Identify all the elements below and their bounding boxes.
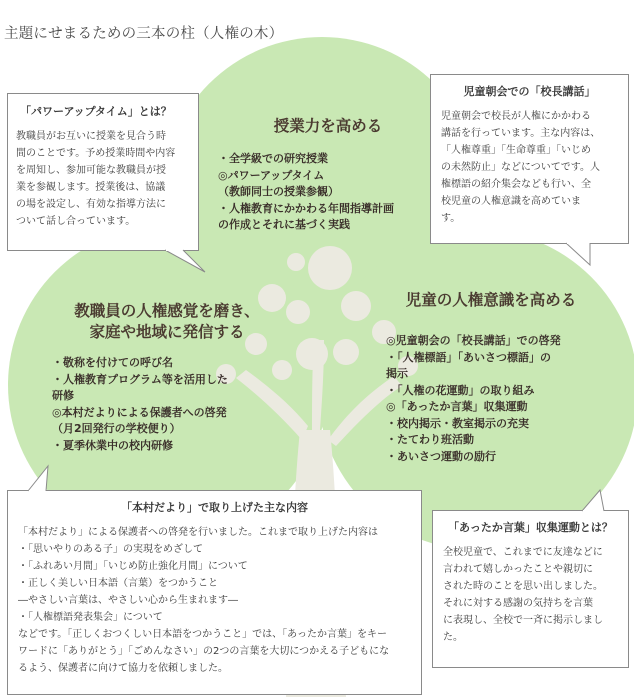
callout-title: 児童朝会での「校長講話」 bbox=[463, 85, 596, 98]
heading-line: 教職員の人権感覚を磨き、 bbox=[74, 302, 260, 320]
pillar-lesson-skill bbox=[218, 116, 438, 234]
pillar-item: ・「人権の花運動」の取り組み bbox=[386, 383, 535, 397]
callout-line: ・「思いやりのある子」の実現をめざして bbox=[18, 544, 203, 555]
callout-title: 「あったか言葉」収集運動とは？ bbox=[448, 521, 613, 534]
pillar-item: ◎児童朝会の「校長講話」での啓発 bbox=[386, 334, 561, 347]
callout-line: 業を参観します。授業後は、協議 bbox=[16, 182, 166, 193]
callout-line: るよう、保護者に向けて協力を依頼しました。 bbox=[18, 663, 228, 674]
callout-line: ・「ふれあい月間」「いじめ防止強化月間」について bbox=[18, 561, 248, 572]
callout-line: ―やさしい言葉は、やさしい心から生まれます― bbox=[18, 595, 238, 606]
callout-line: ワードに「ありがとう」「ごめんなさい」の2つの言葉を大切につかえる子どもにな bbox=[18, 646, 390, 657]
pillar-item: ・人権教育プログラム等を活用した bbox=[52, 372, 228, 386]
pillar-item: の作成とそれに基づく実践 bbox=[218, 218, 350, 231]
pillar-staff-awareness-heading bbox=[52, 301, 282, 343]
pillar-item: （月2回発行の学校便り） bbox=[52, 422, 181, 435]
pillar-item: （教師同士の授業参観） bbox=[218, 185, 339, 198]
pillar-item: 掲示 bbox=[386, 367, 408, 380]
pillar-item: ・全学級での研究授業 bbox=[218, 152, 328, 165]
callout-line: ・正しく美しい日本語（言葉）をつかうこと bbox=[18, 578, 218, 589]
callout-line: 校児童の人権意識を高めていま bbox=[441, 196, 581, 207]
callout-principal-talk bbox=[430, 74, 629, 244]
pillar-student-awareness bbox=[386, 290, 596, 465]
callout-line: 「本村だより」による保護者への啓発を行いました。これまで取り上げた内容は bbox=[18, 527, 378, 538]
callout-line: 講話を行っています。主な内容は、 bbox=[441, 128, 601, 139]
callout-line: 言われて嬉しかったことや親切に bbox=[443, 564, 593, 575]
pillar-lesson-skill-items bbox=[218, 151, 438, 234]
callout-body bbox=[16, 128, 190, 230]
callout-line: 「人権尊重」「生命尊重」「いじめ bbox=[441, 145, 591, 156]
callout-power-up-time bbox=[7, 93, 199, 251]
pillar-lesson-skill-heading: 授業力を高める bbox=[273, 117, 383, 135]
pillar-item: ・敬称を付けての呼び名 bbox=[52, 356, 173, 369]
callout-line: ついて話し合っています。 bbox=[16, 216, 136, 227]
callout-line: 間のことです。予め授業時間や内容 bbox=[16, 148, 176, 159]
callout-line: 権標語の紹介集会なども行い、全 bbox=[441, 179, 591, 190]
callout-newsletter bbox=[7, 490, 422, 695]
page-title: 主題にせまるための三本の柱（人権の木） bbox=[4, 26, 284, 42]
pillar-item: ◎パワーアップタイム bbox=[218, 168, 325, 182]
callout-line: などです。「正しくおつくしい日本語をつかうこと」では、「あったか言葉」をキー bbox=[18, 629, 387, 640]
callout-line: に表現し、全校で一斉に掲示しまし bbox=[443, 615, 603, 626]
callout-title: 「本村だより」で取り上げた主な内容 bbox=[121, 501, 308, 514]
heading-line: 家庭や地域に発信する bbox=[89, 323, 245, 341]
callout-line: 全校児童で、これまでに友達などに bbox=[443, 547, 603, 558]
callout-line: の未然防止」などについてです。人 bbox=[441, 162, 600, 173]
callout-line: 児童朝会で校長が人権にかかわる bbox=[441, 111, 591, 122]
pillar-item: ◎本村だよりによる保護者への啓発 bbox=[52, 405, 227, 419]
callout-body bbox=[18, 524, 411, 677]
callout-line: ・「人権標語発表集会」について bbox=[18, 612, 163, 623]
callout-line: た。 bbox=[443, 632, 463, 643]
callout-line: 教職員がお互いに授業を見合う時 bbox=[16, 131, 166, 142]
pillar-student-awareness-heading: 児童の人権意識を高める bbox=[405, 291, 577, 309]
callout-line: された時のことを思い出しました。 bbox=[443, 581, 603, 592]
callout-title: 「パワーアップタイム」とは？ bbox=[20, 105, 172, 118]
pillar-item: ・あいさつ運動の励行 bbox=[386, 449, 496, 463]
callout-line: を周知し、参加可能な教職員が授 bbox=[16, 165, 166, 176]
pillar-item: ◎「あったか言葉」収集運動 bbox=[386, 400, 528, 413]
pillar-item: ・人権教育にかかわる年間指導計画 bbox=[218, 201, 394, 215]
pillar-item: 研修 bbox=[52, 389, 74, 402]
pillar-item: ・校内掲示・教室掲示の充実 bbox=[386, 416, 529, 430]
callout-body bbox=[443, 544, 618, 646]
pillar-staff-awareness bbox=[52, 301, 282, 454]
callout-warm-words bbox=[432, 510, 629, 668]
pillar-item: ・夏季休業中の校内研修 bbox=[52, 438, 173, 452]
callout-body bbox=[441, 108, 618, 227]
callout-line: す。 bbox=[441, 213, 461, 224]
pillar-item: ・たてわり班活動 bbox=[386, 433, 474, 446]
pillar-item: ・「人権標語」「あいさつ標語」の bbox=[386, 350, 551, 364]
callout-line: の場を設定し、有効な指導方法に bbox=[16, 199, 166, 210]
callout-line: それに対する感謝の気持ちを言葉 bbox=[443, 598, 593, 609]
pillar-student-awareness-items bbox=[386, 333, 596, 465]
pillar-staff-awareness-items bbox=[52, 355, 282, 454]
